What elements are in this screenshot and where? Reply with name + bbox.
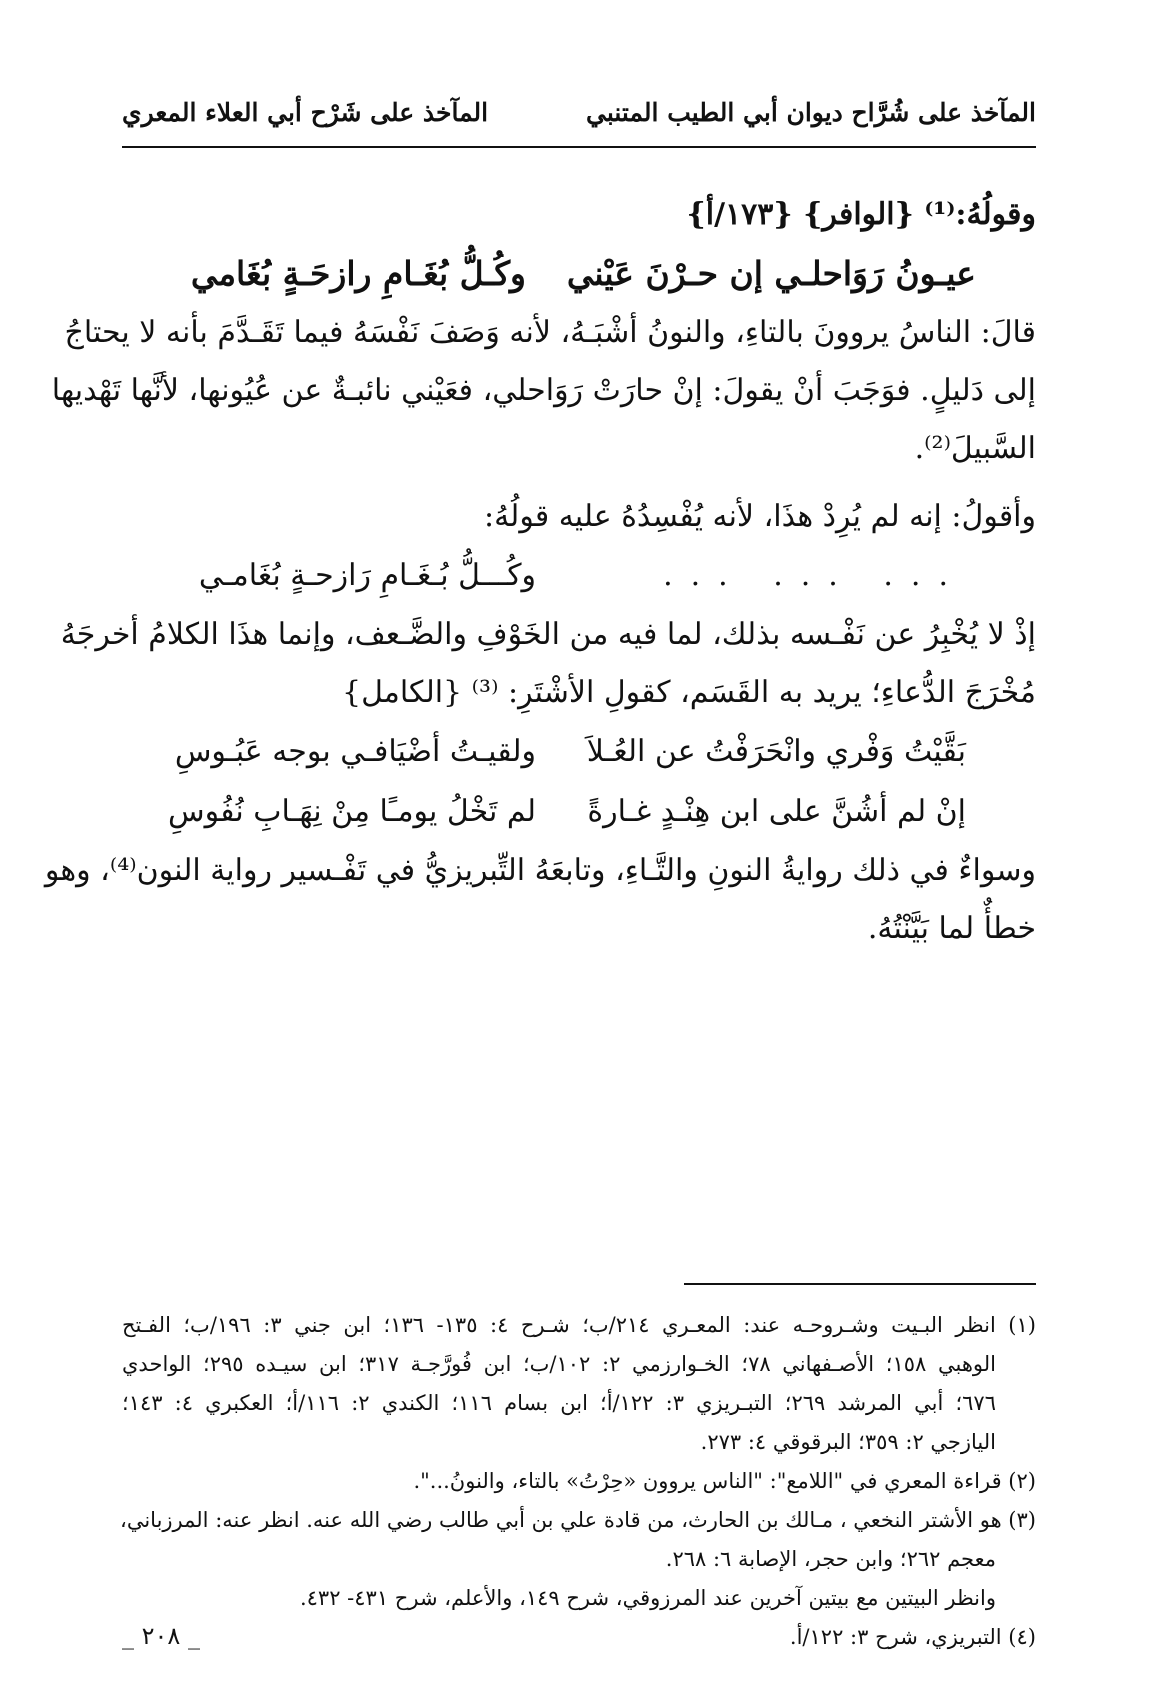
paragraph-idh-line-1: إذْ لا يُخْبِرُ عن نَفْـسه بذلك، لما فيه من الخَوْفِ والضَّـعف، وإنما هذَا الكلامُ أخرجَهُ xyxy=(60,617,1036,652)
paragraph-qala-line-1: قالَ: الناسُ يروونَ بالتاءِ، والنونُ أشْبَـهُ، لأنه وَصَفَ نَفْسَهُ فيما تَقَـدَّمَ بأنه لا يحتاجُ xyxy=(64,315,1036,350)
verse-2 xyxy=(122,546,1036,606)
book-page xyxy=(44,60,1036,1660)
paragraph-aqulu: وأقولُ: إنه لم يُرِدْ هذَا، لأنه يُفْسِدُهُ عليه قولُهُ: xyxy=(483,499,1036,534)
verse-4 xyxy=(122,782,1036,842)
header-chapter-title: المآخذ على شَرْح أبي العلاء المعري xyxy=(122,98,489,127)
header-divider xyxy=(122,146,1036,148)
verse-3 xyxy=(122,722,1036,782)
verse-3-first-hemistich: بَقَّيْتُ وَفْري وانْحَرَفْتُ عن العُـلاَ xyxy=(586,734,966,769)
verse-2-ellipsis: ... ... ... xyxy=(663,558,966,593)
verse-1-first-hemistich: عيـونُ رَوَاحلـي إن حـرْنَ عَيْني xyxy=(566,254,976,293)
paragraph-qala-line-3: السَّبيلَ⁽²⁾. xyxy=(914,431,1036,466)
paragraph-qala-line-2: إلى دَليلٍ. فوَجَبَ أنْ يقولَ: إنْ حارَتْ رَوَاحلي، فعَيْني نائبـةٌ عن عُيُونها، لأنَّها تَهْديها xyxy=(51,373,1036,408)
footnotes xyxy=(122,1306,1036,1657)
paragraph-sawaa-line-1: وسواءٌ في ذلك روايةُ النونِ والتَّـاءِ، وتابعَهُ التِّبريزيُّ في تَفْـسير رواية النون⁽⁴⁾، وهو xyxy=(44,853,1036,888)
intro-line: وقولُهُ:⁽¹⁾ {الوافر} {١٧٣/أ} xyxy=(686,197,1036,232)
footnote-3-line-1: (٣) هو الأشتر النخعي ، مـالك بن الحارث، من قادة علي بن أبي طالب رضي الله عنه. انظر عنه: المرزباني، xyxy=(120,1508,1036,1532)
header-book-title: المآخذ على شُرَّاح ديوان أبي الطيب المتنبي xyxy=(586,98,1036,127)
footnote-3-extra: وانظر البيتين مع بيتين آخرين عند المرزوقي، شرح ١٤٩، والأعلم، شرح ٤٣١- ٤٣٢. xyxy=(299,1586,996,1610)
footnote-1-line-1: (١) انظر البـيت وشـروحـه عند: المعـري ٢١٤/ب؛ شـرح ٤: ١٣٥- ١٣٦؛ ابن جني ٣: ١٩٦/ب؛ الفـتح xyxy=(122,1313,1036,1337)
paragraph-sawaa-line-2: خطأٌ لما بَيَّنْتُهُ. xyxy=(867,911,1036,946)
paragraph-idh-line-2: مُخْرَجَ الدُّعاءِ؛ يريد به القَسَم، كقولِ الأشْتَرِ: ⁽³⁾ {الكامل} xyxy=(341,675,1036,710)
footnote-4: (٤) التبريزي، شرح ٣: ١٢٢/أ. xyxy=(789,1625,1036,1649)
verse-4-second-hemistich: لم تَخْلُ يومـًا مِنْ نِهَـابِ نُفُوسِ xyxy=(168,794,536,829)
footnote-3-line-2: معجم ٢٦٢؛ وابن حجر، الإصابة ٦: ٢٦٨. xyxy=(665,1547,996,1571)
page-number: _ ٢٠٨ _ xyxy=(122,1622,200,1650)
main-text xyxy=(44,186,1036,958)
verse-3-second-hemistich: ولقيـتُ أضْيَافـي بوجه عَبُـوسِ xyxy=(174,734,536,769)
verse-2-second-hemistich: وكُـــلُّ بُـغَـامِ رَازحـةٍ بُغَامـي xyxy=(198,558,536,593)
footnote-1-line-4: اليازجي ٢: ٣٥٩؛ البرقوقي ٤: ٢٧٣. xyxy=(700,1430,996,1454)
running-header xyxy=(122,98,1036,138)
footnote-2: (٢) قراءة المعري في "اللامع": "الناس يروون «حِرْتُ» بالتاء، والنونُ...". xyxy=(413,1469,1036,1493)
verse-1-second-hemistich: وكُـلُّ بُغَـامِ رازحَـةٍ بُغَامي xyxy=(190,254,526,293)
footnote-1-line-3: ٦٧٦؛ أبي المرشد ٢٦٩؛ التبـريزي ٣: ١٢٢/أ؛ ابن بسام ١١٦؛ الكندي ٢: ١١٦/أ؛ العكبري ٤: ١٤٣؛ xyxy=(122,1391,996,1415)
verse-1 xyxy=(122,244,1036,304)
footnote-1-line-2: الوهبي ١٥٨؛ الأصـفهاني ٧٨؛ الخـوارزمي ٢: ١٠٢/ب؛ ابن فُورَّجـة ٣١٧؛ ابن سيـده ٢٩٥؛ الواحدي xyxy=(122,1352,997,1376)
footnote-divider xyxy=(684,1283,1036,1285)
verse-4-first-hemistich: إنْ لم أشُنَّ على ابن هِنْـدٍ غـارةً xyxy=(587,794,966,829)
